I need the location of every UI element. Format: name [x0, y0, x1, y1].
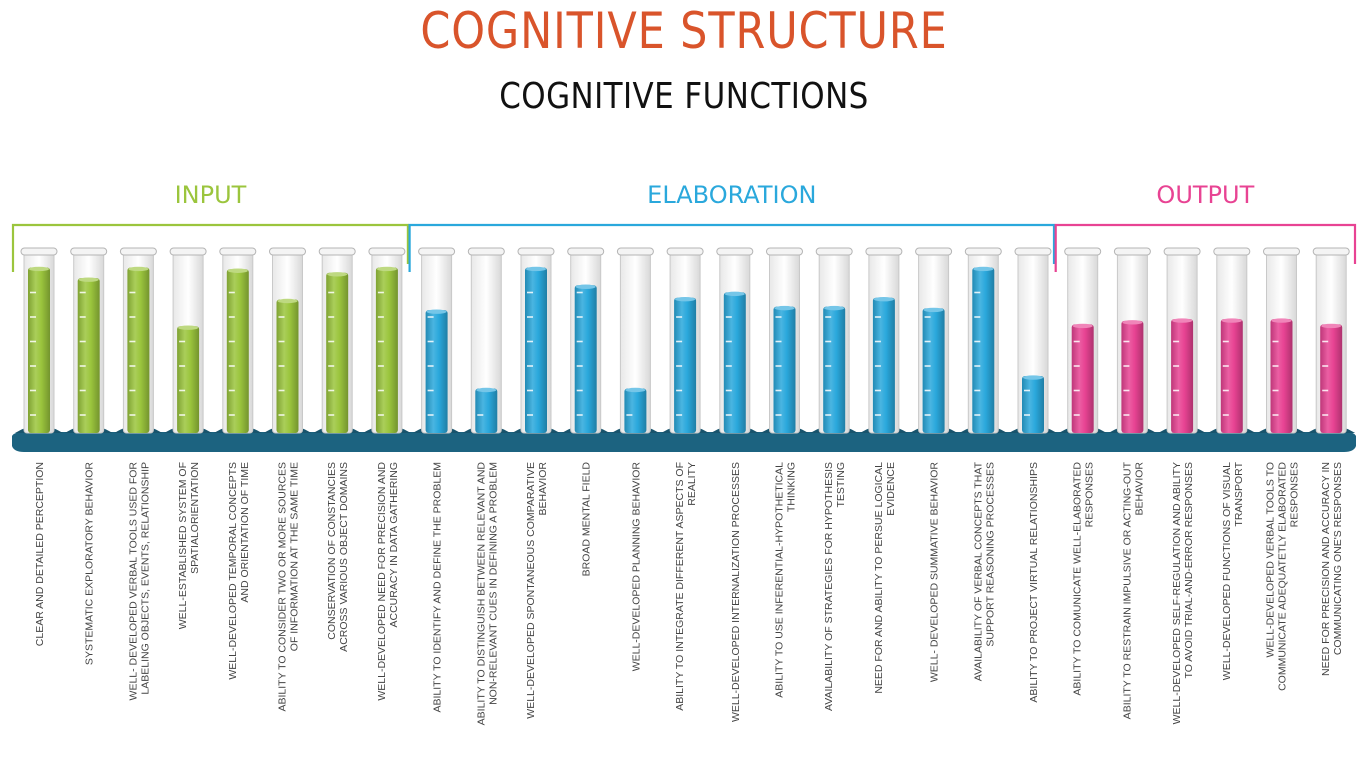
tube-14 [661, 248, 709, 433]
tube-3 [114, 248, 162, 433]
tick-label-line: TESTING [835, 462, 848, 508]
tube-rim [170, 248, 206, 255]
liquid-meniscus [1073, 324, 1093, 328]
tick-label-line: ABILITY TO CONSIDER TWO OR MORE SOURCES [276, 462, 289, 712]
tick-label-16 [774, 462, 798, 698]
tick-label-line: THINKING [785, 462, 798, 513]
liquid-meniscus [476, 388, 496, 392]
liquid-meniscus [775, 306, 795, 310]
bar-elaboration-5 [624, 389, 646, 434]
bar-elaboration-4 [575, 285, 597, 433]
tick-label-line: WELL-DEVELOPED TEMPORAL CONCEPTS [226, 462, 239, 680]
tick-label-line: RESPONSES [1288, 462, 1301, 528]
liquid-meniscus [79, 277, 99, 281]
tick-label-line: TO AVOID TRIAL-AND-ERROR RESPONSES [1183, 462, 1196, 679]
tick-label-7 [326, 462, 350, 652]
tick-label-17 [823, 462, 847, 711]
tube-rim [816, 248, 852, 255]
tick-label-4 [177, 462, 201, 629]
bar-input-5 [227, 269, 249, 433]
tick-label-23 [1121, 461, 1145, 719]
bar-elaboration-8 [774, 307, 796, 433]
tick-label-line: WELL-ESTABLISHED SYSTEM OF [177, 462, 190, 630]
liquid-meniscus [625, 388, 645, 392]
base-platform [12, 432, 1356, 452]
group-label-output: OUTPUT [1156, 181, 1255, 209]
tick-label-line: BEHAVIOR [537, 462, 549, 516]
tick-label-line: ABILITY TO IDENTIFY AND DEFINE THE PROBLEM [431, 462, 444, 713]
liquid-meniscus [1222, 318, 1242, 322]
tube-13 [611, 248, 659, 433]
tick-label-line: WELL-DEVELOPED SPONTANEOUS COMPARATIVE [525, 462, 537, 719]
liquid-meniscus [675, 297, 695, 301]
tick-label-3 [127, 462, 151, 701]
tube-21 [1009, 248, 1057, 433]
tick-label-line: EVIDENCE [884, 462, 897, 516]
group-label-input: INPUT [174, 181, 247, 209]
tick-label-25 [1221, 461, 1245, 680]
tube-rim [1313, 248, 1349, 255]
tube-rim [220, 248, 256, 255]
tube-rim [270, 248, 306, 255]
tube-rim [468, 248, 504, 255]
liquid-meniscus [576, 285, 596, 289]
liquid-meniscus [29, 267, 49, 271]
tube-10 [462, 248, 510, 433]
tick-label-line: WELL- DEVELOPED VERBAL TOOLS USED FOR [127, 462, 140, 701]
tube-16 [761, 248, 809, 433]
tube-rim [369, 248, 405, 255]
liquid-meniscus [973, 267, 993, 271]
bar-output-3 [1171, 319, 1193, 433]
tube-rim [667, 248, 703, 255]
tick-label-line: ABILITY TO USE INFERENTIAL-HYPOTHETICAL [773, 462, 786, 698]
tick-label-line: ACCURACY IN DATA GATHERING [387, 462, 400, 628]
tick-label-line: CLEAR AND DETAILED PERCEPTION [34, 462, 46, 647]
tick-label-line: REALITY [686, 462, 699, 506]
tube-rim [866, 248, 902, 255]
tick-label-line: ABILITY TO INTEGRATE DIFFERENT ASPECTS OF [674, 462, 687, 711]
tube-11 [512, 248, 560, 433]
tube-12 [562, 248, 610, 433]
liquid-meniscus [1023, 375, 1043, 379]
bar-input-7 [326, 273, 348, 433]
tick-label-line: SYSTEMATIC EXPLORATORY BEHAVIOR [83, 462, 96, 666]
tick-label-line: NON-RELEVANT CUES IN DEFINING A PROBLEM [487, 462, 500, 705]
tick-label-line: AVAILABILITY OF STRATEGIES FOR HYPOTHESIS [823, 462, 836, 711]
liquid-meniscus [526, 267, 546, 271]
tube-rim [319, 248, 355, 255]
tick-label-line: WELL-DEVELOPED SELF-REGULATION AND ABILITY [1171, 462, 1184, 725]
tube-1 [15, 248, 63, 433]
tick-label-line: WELL-DEVELOPED INTERNALIZATION PROCESSES [729, 462, 742, 723]
tube-18 [860, 248, 908, 433]
liquid-meniscus [1321, 324, 1341, 328]
liquid-meniscus [178, 326, 198, 330]
tube-2 [65, 248, 113, 433]
tube-rim [419, 248, 455, 255]
liquid-meniscus [1272, 318, 1292, 322]
tick-label-11 [525, 462, 549, 719]
bar-output-4 [1221, 319, 1243, 433]
tick-label-line: ACROSS VARIOUS OBJECT DOMAINS [338, 462, 351, 652]
liquid-meniscus [874, 297, 894, 301]
tube-rim [71, 248, 107, 255]
tick-label-21 [1028, 462, 1040, 703]
tube-20 [959, 248, 1007, 433]
tick-label-27 [1320, 462, 1344, 676]
liquid-meniscus [725, 292, 745, 296]
bar-output-5 [1271, 319, 1293, 433]
tube-26 [1258, 248, 1306, 433]
liquid-meniscus [377, 267, 397, 271]
tick-label-19 [929, 462, 941, 683]
tick-label-line: LABELING OBJECTS, EVENTS, RELATIONSHIP [139, 462, 152, 695]
page-title: COGNITIVE STRUCTURE [420, 2, 948, 60]
tube-rim [965, 248, 1001, 255]
group-label-elaboration: ELABORATION [647, 181, 817, 209]
liquid-meniscus [128, 267, 148, 271]
tube-15 [711, 248, 759, 433]
liquid-meniscus [278, 299, 298, 303]
tick-label-line: AVAILABILITY OF VERBAL CONCEPTS THAT [972, 462, 985, 682]
tube-23 [1108, 248, 1156, 433]
tick-label-24 [1171, 462, 1195, 724]
liquid-meniscus [1172, 318, 1192, 322]
tube-rim [120, 248, 156, 255]
tick-label-line: ABILITY TO COMUNICATE WELL-ELABORATED [1071, 462, 1084, 696]
tick-label-9 [432, 462, 444, 713]
group-bracket [1056, 225, 1355, 272]
bar-elaboration-2 [475, 389, 497, 434]
tube-9 [413, 248, 461, 433]
tick-label-20 [972, 461, 996, 681]
tick-label-line: BEHAVIOR [1133, 462, 1146, 516]
tick-label-line: CONSERVATION OF CONSTANCIES [326, 462, 339, 640]
tick-label-10 [475, 462, 499, 726]
tube-rim [518, 248, 554, 255]
liquid-meniscus [824, 306, 844, 310]
tube-base [12, 432, 1356, 452]
tick-label-line: ABILITY TO PROJECT VIRTUAL RELATIONSHIPS [1028, 462, 1040, 703]
tube-rim [1264, 248, 1300, 255]
tick-label-line: TRANSPORT [1232, 462, 1245, 527]
tick-label-12 [581, 462, 593, 577]
bar-elaboration-7 [724, 292, 746, 433]
tick-label-line: OF INFORMATION AT THE SAME TIME [288, 462, 301, 652]
tube-24 [1158, 248, 1206, 433]
bar-input-2 [78, 278, 100, 433]
liquid-meniscus [1122, 320, 1142, 324]
tick-label-line: ABILITY TO RESTRAIN IMPULSIVE OR ACTING-OUT [1121, 462, 1134, 720]
tick-label-line: RESPONSES [1083, 462, 1096, 528]
tick-label-22 [1072, 462, 1096, 696]
tick-label-line: NEED FOR PRECISION AND ACCURACY IN [1320, 462, 1333, 676]
page-subtitle: COGNITIVE FUNCTIONS [499, 76, 869, 117]
tick-label-line: BROAD MENTAL FIELD [580, 462, 593, 577]
tick-label-line: SPATIALORIENTATION [189, 462, 202, 574]
tick-label-1 [34, 462, 46, 646]
tube-6 [264, 248, 312, 433]
tick-label-line: WELL- DEVELOPED SUMMATIVE BEHAVIOR [928, 462, 941, 683]
bar-output-2 [1121, 321, 1143, 433]
tick-label-line: WELL-DEVELOPED NEED FOR PRECISION AND [375, 462, 388, 701]
tube-rim [1214, 248, 1250, 255]
tube-rim [568, 248, 604, 255]
tube-5 [214, 248, 262, 433]
tube-4 [164, 248, 212, 433]
liquid-meniscus [427, 309, 447, 313]
tube-rim [717, 248, 753, 255]
tick-label-8 [376, 462, 400, 701]
bar-elaboration-9 [823, 307, 845, 433]
tube-rim [916, 248, 952, 255]
tick-label-line: WELL-DEVELOPED PLANNING BEHAVIOR [630, 462, 643, 672]
tick-label-5 [227, 462, 251, 680]
tick-label-line: SUPPORT REASONING PROCESSES [984, 462, 997, 647]
tube-17 [810, 248, 858, 433]
tick-label-line: NEED FOR AND ABILITY TO PERSUE LOGICAL [872, 462, 885, 694]
tick-label-line: COMMUNICATE ADEQUATETLY ELABORATED [1276, 462, 1289, 691]
tube-19 [910, 248, 958, 433]
tick-label-2 [84, 462, 96, 665]
tube-8 [363, 248, 411, 433]
tube-27 [1307, 248, 1355, 433]
tube-rim [1065, 248, 1101, 255]
tick-label-6 [277, 462, 301, 712]
tube-rim [1164, 248, 1200, 255]
liquid-meniscus [228, 269, 248, 273]
liquid-meniscus [327, 272, 347, 276]
tick-label-26 [1265, 462, 1301, 691]
tube-rim [1015, 248, 1051, 255]
tick-label-line: COMMUNICATING ONE'S RESPONSES [1332, 462, 1345, 656]
tube-rim [21, 248, 57, 255]
liquid-meniscus [924, 308, 944, 312]
tick-label-line: AND ORIENTATION OF TIME [238, 462, 251, 603]
tube-7 [313, 248, 361, 433]
tick-label-15 [730, 462, 742, 722]
tick-label-line: WELL-DEVELOPED VERBAL TOOLS TO [1264, 462, 1277, 658]
tube-rim [1114, 248, 1150, 255]
tick-label-line: ABILITY TO DISTINGUISH BETWEEN RELEVANT AND [475, 462, 488, 726]
tick-label-line: WELL-DEVELOPED FUNCTIONS OF VISUAL [1220, 462, 1233, 681]
tube-25 [1208, 248, 1256, 433]
group-output [1056, 181, 1355, 272]
tube-22 [1059, 248, 1107, 433]
tick-label-18 [873, 462, 897, 694]
tube-rim [767, 248, 803, 255]
tick-label-13 [630, 462, 642, 672]
bar-elaboration-13 [1022, 376, 1044, 433]
tube-rim [617, 248, 653, 255]
tick-label-14 [674, 462, 698, 711]
